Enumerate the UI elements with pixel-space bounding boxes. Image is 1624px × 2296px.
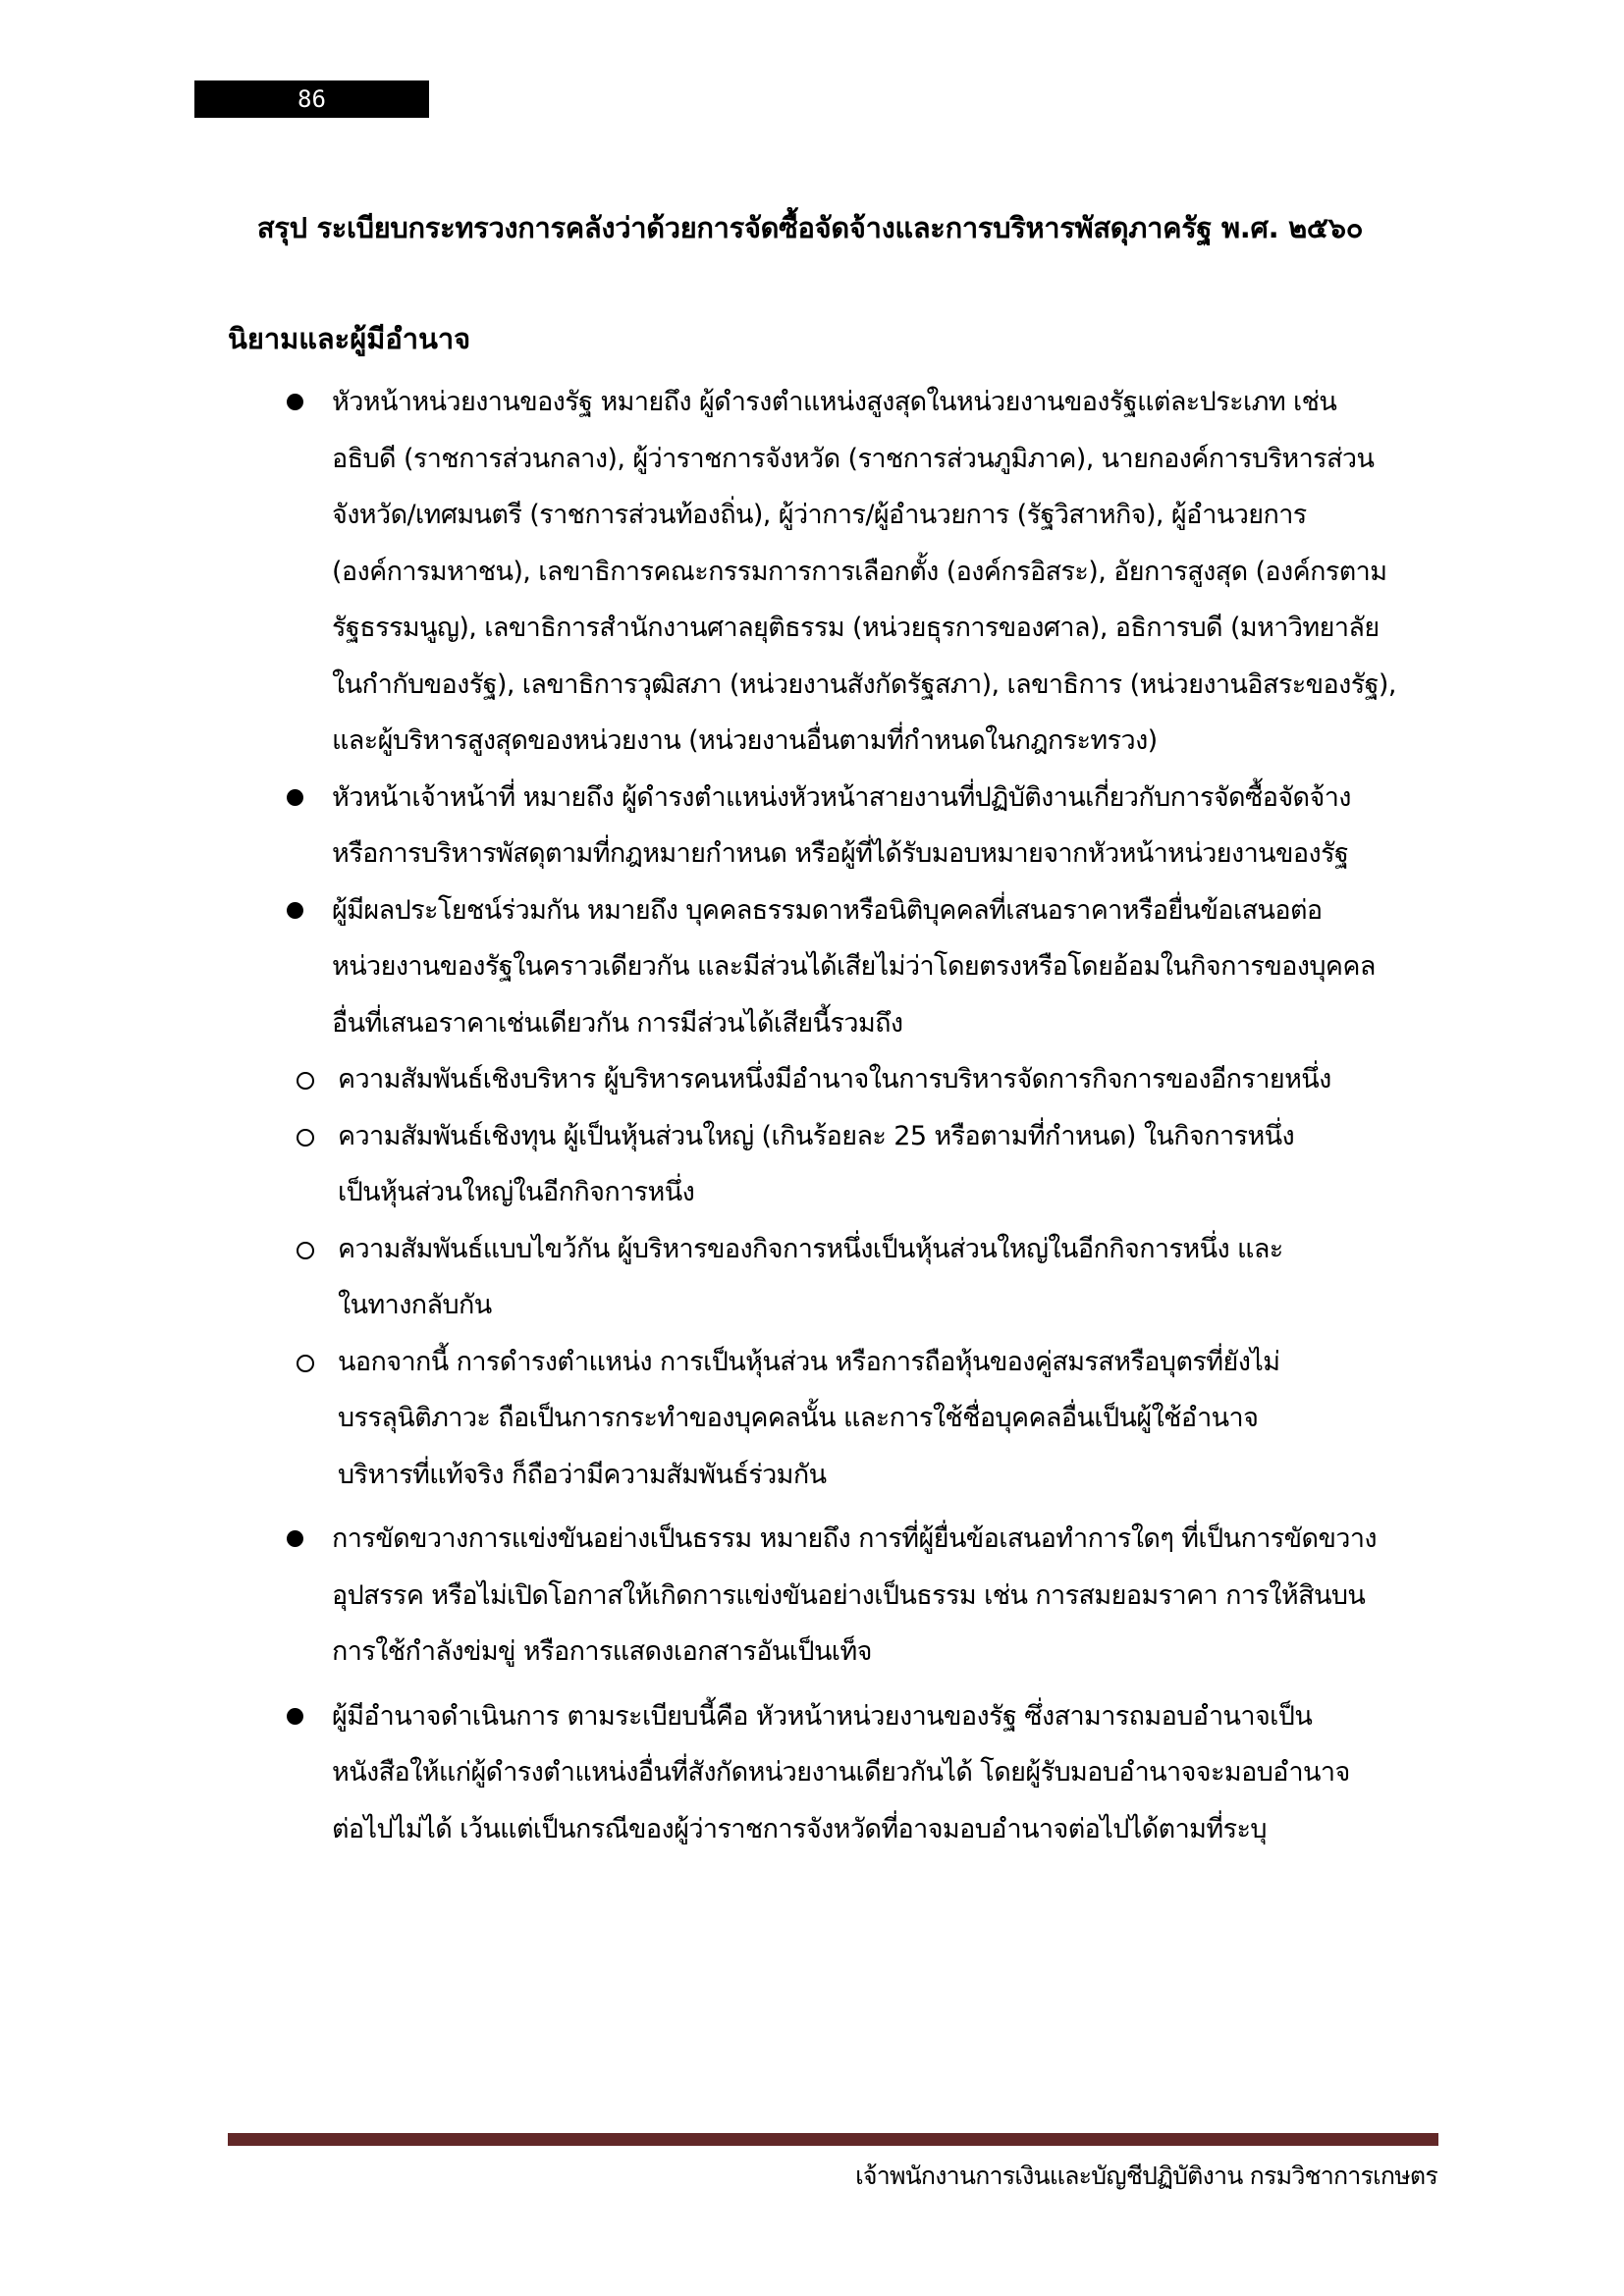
hollow-circle-bullet-icon bbox=[297, 1129, 314, 1147]
bullet-dot-icon bbox=[287, 1530, 303, 1547]
text-line: ผู้มีผลประโยชน์ร่วมกัน หมายถึง บุคคลธรรมดาหรือนิติบุคคลที่เสนอราคาหรือยื่นข้อเสนอต่อ bbox=[332, 894, 1323, 926]
document-body bbox=[228, 374, 1445, 1857]
text-line: บรรลุนิติภาวะ ถือเป็นการกระทำของบุคคลนั้น และการใช้ชื่อบุคคลอื่นเป็นผู้ใช้อำนาจ bbox=[338, 1403, 1259, 1433]
hollow-circle-bullet-icon bbox=[297, 1242, 314, 1259]
sub-list-item bbox=[285, 1108, 1445, 1221]
bullet-item bbox=[228, 770, 1445, 882]
bullet-item bbox=[228, 1511, 1445, 1681]
text-line: นอกจากนี้ การดำรงตำแหน่ง การเป็นหุ้นส่วน หรือการถือหุ้นของคู่สมรสหรือบุตรที่ยังไม่ bbox=[338, 1346, 1280, 1377]
text-line: การขัดขวางการแข่งขันอย่างเป็นธรรม หมายถึง การที่ผู้ยื่นข้อเสนอทำการใดๆ ที่เป็นการขัดขวาง bbox=[332, 1523, 1378, 1554]
text-line: ในกำกับของรัฐ), เลขาธิการวุฒิสภา (หน่วยงานสังกัดรัฐสภา), เลขาธิการ (หน่วยงานอิสระของรัฐ), bbox=[332, 668, 1396, 700]
text-line: หนังสือให้แก่ผู้ดำรงตำแหน่งอื่นที่สังกัดหน่วยงานเดียวกันได้ โดยผู้รับมอบอำนาจจะมอบอำนาจ bbox=[332, 1757, 1350, 1788]
text-line: จังหวัด/เทศมนตรี (ราชการส่วนท้องถิ่น), ผู้ว่าการ/ผู้อำนวยการ (รัฐวิสาหกิจ), ผู้อำนวยการ bbox=[332, 500, 1307, 530]
bullet-item bbox=[228, 882, 1445, 1504]
footer-divider-bar bbox=[228, 2133, 1438, 2146]
text-line: ต่อไปไม่ได้ เว้นแต่เป็นกรณีของผู้ว่าราชการจังหวัดที่อาจมอบอำนาจต่อไปได้ตามที่ระบุ bbox=[332, 1813, 1267, 1844]
document-title: สรุป ระเบียบกระทรวงการคลังว่าด้วยการจัดซื้อจัดจ้างและการบริหารพัสดุภาครัฐ พ.ศ. ๒๕๖๐ bbox=[256, 211, 1364, 244]
text-line: หัวหน้าเจ้าหน้าที่ หมายถึง ผู้ดำรงตำแหน่งหัวหน้าสายงานที่ปฏิบัติงานเกี่ยวกับการจัดซื้อจัดจ้าง bbox=[332, 781, 1351, 813]
text-line: ความสัมพันธ์เชิงบริหาร ผู้บริหารคนหนึ่งมีอำนาจในการบริหารจัดการกิจการของอีกรายหนึ่ง bbox=[338, 1064, 1331, 1095]
hollow-circle-bullet-icon bbox=[297, 1072, 314, 1090]
text-line: อธิบดี (ราชการส่วนกลาง), ผู้ว่าราชการจังหวัด (ราชการส่วนภูมิภาค), นายกองค์การบริหารส่วน bbox=[332, 443, 1375, 474]
text-line: และผู้บริหารสูงสุดของหน่วยงาน (หน่วยงานอื่นตามที่กำหนดในกฎกระทรวง) bbox=[332, 725, 1158, 756]
bullet-dot-icon bbox=[287, 789, 303, 806]
text-line: ความสัมพันธ์แบบไขว้กัน ผู้บริหารของกิจการหนึ่งเป็นหุ้นส่วนใหญ่ในอีกกิจการหนึ่ง และ bbox=[338, 1233, 1283, 1264]
text-line: เป็นหุ้นส่วนใหญ่ในอีกกิจการหนึ่ง bbox=[338, 1177, 695, 1207]
sub-list-item bbox=[285, 1221, 1445, 1334]
bullet-item bbox=[228, 1688, 1445, 1858]
bullet-dot-icon bbox=[287, 902, 303, 919]
text-line: อุปสรรค หรือไม่เปิดโอกาสให้เกิดการแข่งขันอย่างเป็นธรรม เช่น การสมยอมราคา การให้สินบน bbox=[332, 1579, 1366, 1611]
text-line: อื่นที่เสนอราคาเช่นเดียวกัน การมีส่วนได้เสียนี้รวมถึง bbox=[332, 1007, 903, 1039]
bullet-item bbox=[228, 374, 1445, 770]
text-line: ความสัมพันธ์เชิงทุน ผู้เป็นหุ้นส่วนใหญ่ (เกินร้อยละ 25 หรือตามที่กำหนด) ในกิจการหนึ่ง bbox=[338, 1120, 1295, 1151]
sub-list-item bbox=[285, 1051, 1445, 1108]
bullet-dot-icon bbox=[287, 1708, 303, 1725]
text-line: หัวหน้าหน่วยงานของรัฐ หมายถึง ผู้ดำรงตำแหน่งสูงสุดในหน่วยงานของรัฐแต่ละประเภท เช่น bbox=[332, 387, 1337, 417]
sub-list-item bbox=[285, 1334, 1445, 1504]
text-line: หรือการบริหารพัสดุตามที่กฎหมายกำหนด หรือผู้ที่ได้รับมอบหมายจากหัวหน้าหน่วยงานของรัฐ bbox=[332, 838, 1349, 869]
text-line: บริหารที่แท้จริง ก็ถือว่ามีความสัมพันธ์ร่วมกัน bbox=[338, 1459, 827, 1490]
bullet-dot-icon bbox=[287, 394, 303, 410]
footer-text: เจ้าพนักงานการเงินและบัญชีปฏิบัติงาน กรมวิชาการเกษตร bbox=[855, 2162, 1437, 2190]
sub-list bbox=[285, 1051, 1445, 1503]
text-line: หน่วยงานของรัฐในคราวเดียวกัน และมีส่วนได้เสียไม่ว่าโดยตรงหรือโดยอ้อมในกิจการของบุคคล bbox=[332, 951, 1376, 982]
hollow-circle-bullet-icon bbox=[297, 1355, 314, 1372]
page-number: 86 bbox=[194, 80, 429, 118]
text-line: ในทางกลับกัน bbox=[338, 1290, 492, 1320]
text-line: การใช้กำลังข่มขู่ หรือการแสดงเอกสารอันเป็นเท็จ bbox=[332, 1636, 872, 1667]
text-line: ผู้มีอำนาจดำเนินการ ตามระเบียบนี้คือ หัวหน้าหน่วยงานของรัฐ ซึ่งสามารถมอบอำนาจเป็น bbox=[332, 1700, 1313, 1732]
text-line: (องค์การมหาชน), เลขาธิการคณะกรรมการการเลือกตั้ง (องค์กรอิสระ), อัยการสูงสุด (องค์กรตาม bbox=[332, 556, 1387, 587]
text-line: รัฐธรรมนูญ), เลขาธิการสำนักงานศาลยุติธรรม (หน่วยธุรการของศาล), อธิการบดี (มหาวิทยาลัย bbox=[332, 613, 1380, 643]
section-heading: นิยามและผู้มีอำนาจ bbox=[228, 322, 471, 355]
